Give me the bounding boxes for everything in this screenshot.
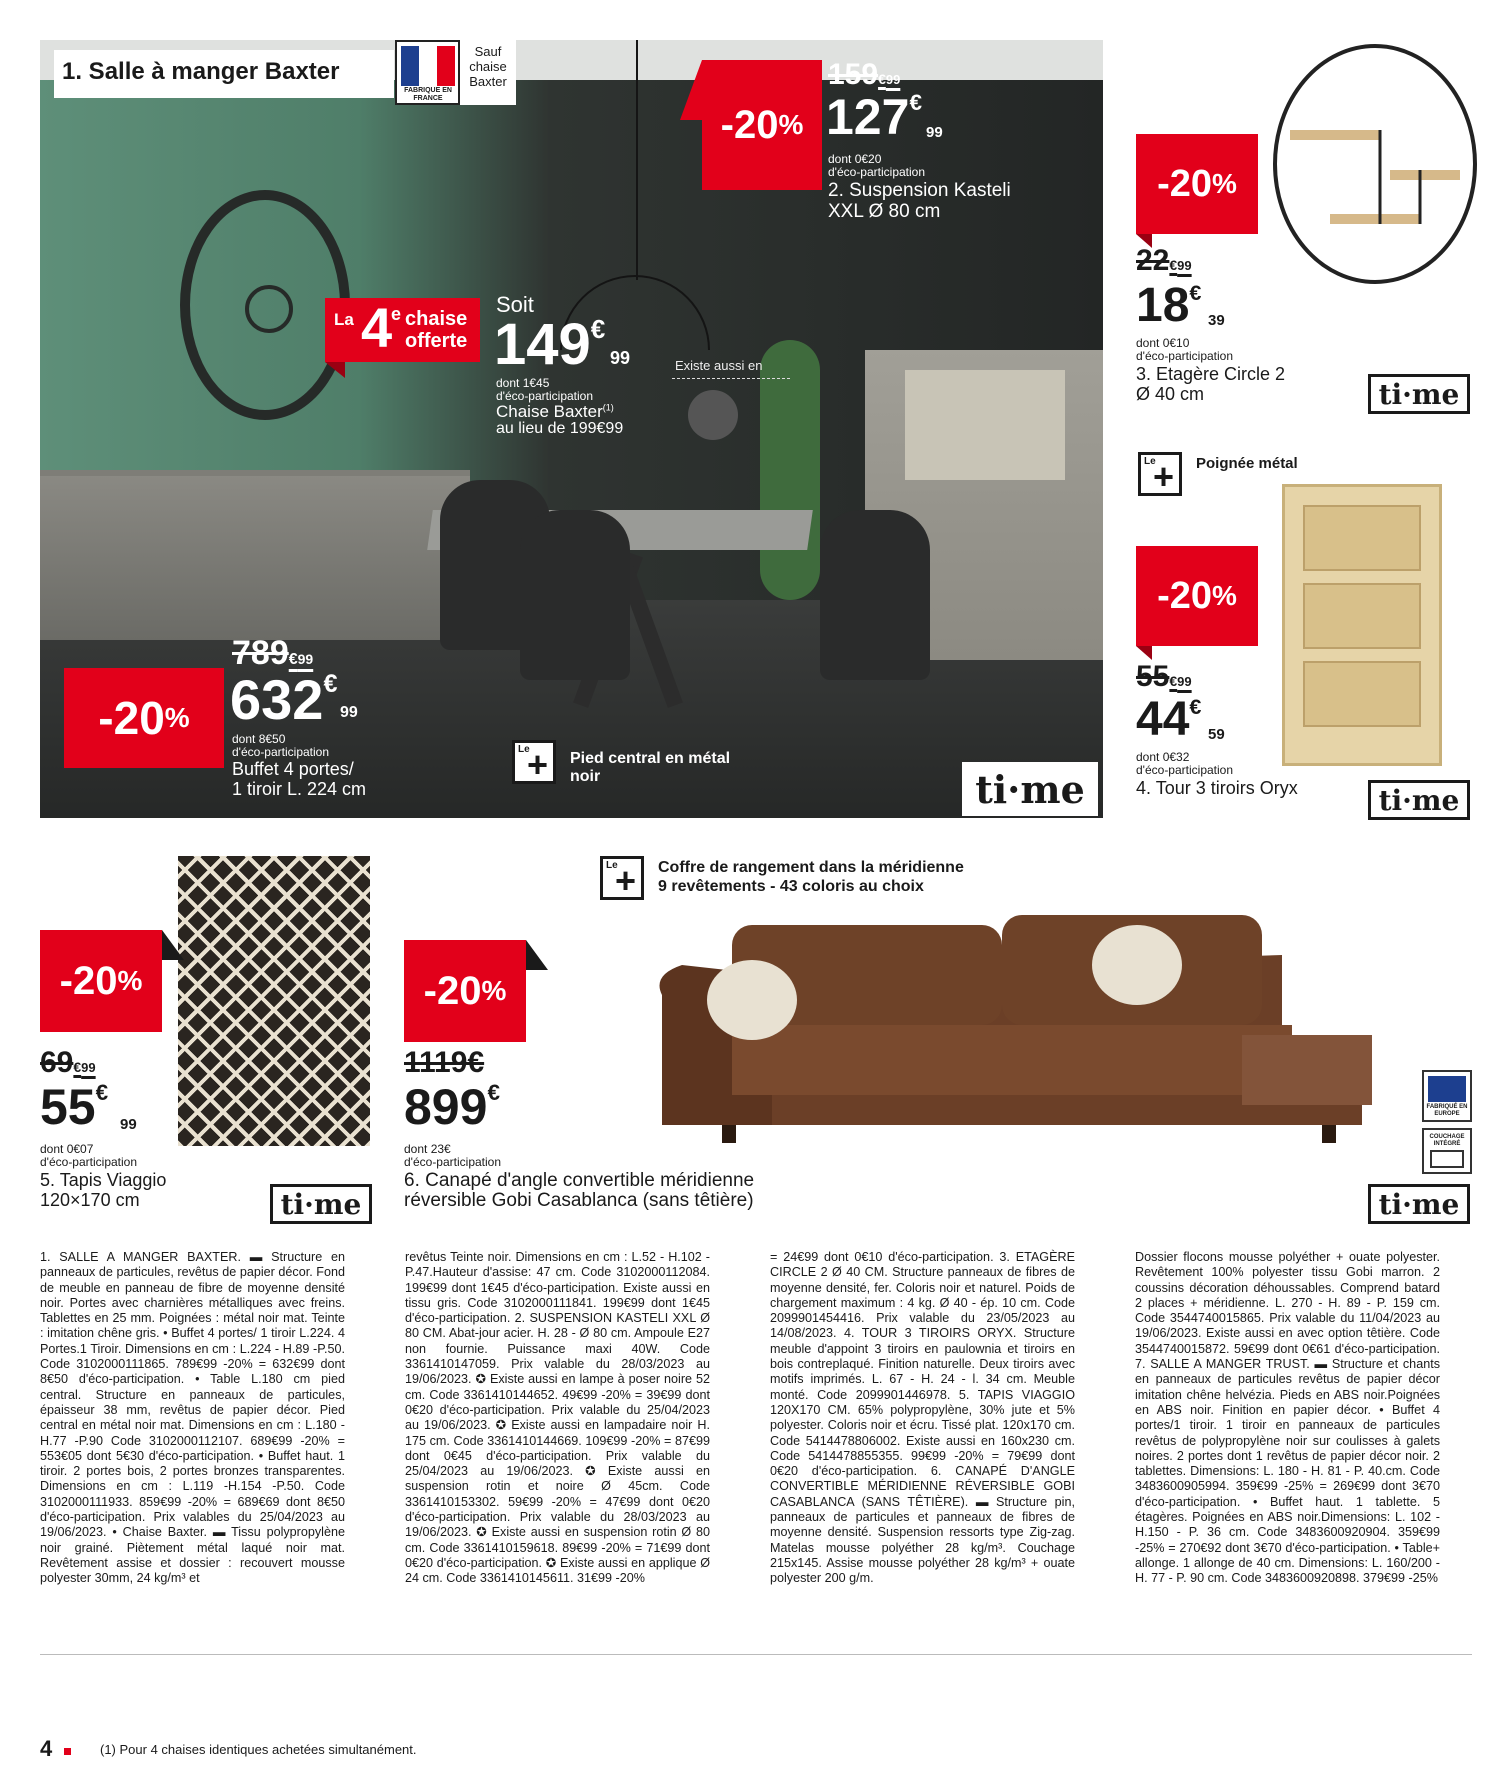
tapis-name2: 120×170 cm xyxy=(40,1190,140,1210)
offer-prefix: La xyxy=(334,310,354,329)
suspension-old-price: 159€99 xyxy=(828,58,901,91)
offer-suffix: e xyxy=(391,304,402,324)
chair-eco2: d'éco-participation xyxy=(496,389,594,403)
canape-features xyxy=(658,858,1078,896)
offer-line2: offerte xyxy=(405,330,468,352)
time-logo: ti·me xyxy=(962,762,1098,816)
chair-image xyxy=(820,510,930,680)
tour-eco2: d'éco-participation xyxy=(1136,763,1234,777)
feature-plus-icon: Le + xyxy=(512,740,556,784)
tapis-discount-badge: -20 % xyxy=(40,930,162,1032)
tour-discount-badge: -20 % xyxy=(1136,546,1258,646)
etagere-price-block xyxy=(1136,244,1336,414)
time-logo: ti·me xyxy=(1368,780,1470,820)
tapis-price: 55€ xyxy=(40,1079,109,1135)
chair-instead-price: au lieu de 199€99 xyxy=(496,420,624,437)
plant-image xyxy=(760,340,820,600)
chair-price-label: Soit xyxy=(496,292,534,317)
tapis-price-cents: 99 xyxy=(120,1116,137,1133)
page-bullet xyxy=(64,1748,71,1755)
canape-price: 899€ xyxy=(404,1079,500,1135)
buffet-discount-badge: -20 % xyxy=(64,668,224,768)
page-number: 4 xyxy=(40,1736,53,1761)
hero-title-box xyxy=(54,50,394,98)
suspension-price: 127€ xyxy=(826,89,922,145)
fabrique-europe-badge xyxy=(1422,1070,1472,1122)
etagere-eco2: d'éco-participation xyxy=(1136,349,1234,363)
buffet-price-block xyxy=(224,632,424,814)
buffet-image xyxy=(40,470,470,640)
chair-image xyxy=(520,510,630,680)
chair-price: 149€ xyxy=(494,312,606,377)
chair-price-cents: 99 xyxy=(610,348,631,368)
existe-divider xyxy=(672,378,790,379)
suspension-name1: 2. Suspension Kasteli xyxy=(828,180,1011,201)
time-logo: ti·me xyxy=(1368,1184,1470,1224)
suspension-price-block xyxy=(822,56,1072,224)
etagere-name2: Ø 40 cm xyxy=(1136,384,1205,404)
flag-blue xyxy=(401,46,419,86)
buffet-price: 632€ xyxy=(230,668,338,731)
etagere-discount-badge: -20 % xyxy=(1136,134,1258,234)
flag-white xyxy=(419,46,437,86)
offer-fold xyxy=(325,362,345,378)
etagere-price-cents: 39 xyxy=(1208,312,1225,329)
eu-flag xyxy=(1428,1076,1466,1102)
tapis-badge-tip xyxy=(162,930,184,960)
body-text-column-2: revêtus Teinte noir. Dimensions en cm : L.52 - H.102 -P.47.Hauteur d'assise: 47 cm. Code 3102000112084. 199€99 dont 1€45 d'éco-participation. Existe aussi en tissu gris. Code 3102000111841. 199€99 dont 1€45 d'éco-participation. 2. SUSPENSION KASTELI XXL Ø 80 CM. Abat-jour acier. H. 28 - Ø 80 cm. Ampoule E27 non fournie. Puissance maxi 40W. Code 3361410147059. Prix valable du 28/03/2023 au 19/06/2023. ✪ Existe aussi en lampe à poser noire 52 cm. Code 3361410144652. 49€99 -20% = 39€99 dont 0€20 d'éco-participation. Prix valable du 25/04/2023 au 19/06/2023. ✪ Existe aussi en lampadaire noir H. 175 cm. Code 3361410144669. 109€99 -20% = 87€99 dont 0€45 d'éco-participation. Prix valable du 25/04/2023 au 19/06/2023. ✪ Existe aussi en suspension rotin et noire Ø 45cm. Code 3361410153302. 59€99 -20% = 47€99 dont 0€20 d'éco-participation. Prix valable du 28/03/2023 au 19/06/2023. ✪ Existe aussi en suspension rotin Ø 80 cm. Code 3361410159618. 89€99 -20% = 71€99 dont 0€20 d'éco-participation. ✪ Existe aussi en applique Ø 24 cm. Code 3361410145611. 31€99 -20% xyxy=(405,1250,710,1586)
bed-icon xyxy=(1430,1150,1464,1168)
pied-central-note: Pied central en métal noir xyxy=(570,750,731,785)
grey-swatch xyxy=(688,390,738,440)
body-text-column-4: Dossier flocons mousse polyéther + ouate polyester. Revêtement 100% polyester tissu Gobi marron. 2 coussins décoration déhoussables. Comprend batard 2 places + méridienne. L. 270 - H. 89 - P. 159 cm. Code 3544740015865. Prix valable du 11/04/2023 au 19/06/2023. Existe aussi en avec option têtière. Code 3544740015872. 59€99 dont 0€61 d'éco-participation. 7. SALLE A MANGER TRUST. ▬ Structure et chants en panneaux de particules revêtus de papier décor imitation chêne helvézia. Pieds en ABS noir.Poignées en ABS noir. Finition en papier décor. • Buffet 4 portes/1 tiroir. 1 tiroir en panneaux de particules revêtus de polypropylène noir sur coulisses à galets noires. 2 portes dont 1 revêtus de papier décor noir. 2 tablettes. Dimensions: L. 180 - H. 81 - P. 40.cm. Code 3483600905994. 359€99 -25% = 269€99 dont 3€70 d'éco-participation. • Buffet haut. 1 tablette. 5 étagères. Poignées en ABS noir.Dimensions: L. 102 - H.150 - P. 36 cm. Code 3483600920904. 359€99 -25% = 270€92 dont 3€70 d'éco-participation. • Table+ allonge. 1 allonge de 40 cm. Dimensions: L. 160/200 - H. 77 - P. 90 cm. Code 3483600920898. 379€99 -25% xyxy=(1135,1250,1440,1586)
canape-badge-tip xyxy=(526,940,548,970)
offer-line1: chaise xyxy=(405,308,468,330)
suspension-eco2: d'éco-participation xyxy=(828,165,926,179)
tour-price-block xyxy=(1136,660,1366,820)
drawer xyxy=(1303,505,1421,571)
tapis-eco2: d'éco-participation xyxy=(40,1155,138,1169)
time-logo: ti·me xyxy=(270,1184,372,1224)
tour-name: 4. Tour 3 tiroirs Oryx xyxy=(1136,778,1298,798)
tapis-old-price: 69€99 xyxy=(40,1046,96,1079)
offer-number: 4 xyxy=(361,296,393,359)
canape-name1: 6. Canapé d'angle convertible méridienne xyxy=(404,1170,755,1191)
buffet-eco: dont 8€50 xyxy=(232,732,286,746)
existe-aussi-label: Existe aussi en xyxy=(675,358,763,373)
tour-old-price: 55€99 xyxy=(1136,660,1192,693)
tapis-price-block xyxy=(40,1046,220,1226)
hero-title: 1. Salle à manger Baxter xyxy=(62,58,340,85)
suspension-name2: XXL Ø 80 cm xyxy=(828,201,941,222)
buffet-old-price: 789€99 xyxy=(232,634,314,672)
lamp-cord xyxy=(636,40,638,280)
chair-name: Chaise Baxter$^{(1)}$ xyxy=(496,402,614,421)
buffet-eco2: d'éco-participation xyxy=(232,745,330,759)
couchage-badge-text: COUCHAGE INTÉGRÉ xyxy=(1429,1134,1465,1147)
canape-feature2: 9 revêtements - 43 coloris au choix xyxy=(658,878,924,895)
suspension-eco: dont 0€20 xyxy=(828,152,882,166)
couchage-badge xyxy=(1422,1128,1472,1174)
suspension-badge-tip xyxy=(680,60,702,120)
body-text-column-3: = 24€99 dont 0€10 d'éco-participation. 3. ETAGÈRE CIRCLE 2 Ø 40 CM. Structure panneaux de fibres de moyenne densité, fer. Coloris noir et naturel. Poids de chargement maximum : 4 kg. Ø 40 - ép. 10 cm. Code 2099901454416. Prix valable du 23/05/2023 au 14/08/2023. 4. TOUR 3 TIROIRS ORYX. Structure meuble d'appoint 3 tiroirs en paulownia et tiroirs en bois contreplaqué. Finition naturelle. Deux tiroirs avec motifs imprimés. L. 67 - H. 24 - l. 34 cm. Meuble monté. Code 2099901446978. 5. TAPIS VIAGGIO 120X170 CM. 65% polypropylène, 30% jute et 5% polyester. Coloris noir et écru. Tissé plat. 120x170 cm. Code 5414478806002. Existe aussi en 160x230 cm. Code 5414478855355. 99€99 -20% = 79€99 dont 0€20 d'éco-participation. 6. CANAPÉ D'ANGLE CONVERTIBLE MÉRIDIENNE RÉVERSIBLE GOBI CASABLANCA (SANS TÊTIÈRE). ▬ Structure pin, panneaux de particules et panneaux de fibres de moyenne densité. Suspension ressorts type Zig-zag. Matelas mousse polyéther 28 kg/m³. Couchage 215x145. Assise mousse polyéther 28 kg/m³ + ouate polyester 200 g/m. xyxy=(770,1250,1075,1586)
tour-feature: Poignée métal xyxy=(1196,455,1298,472)
canape-old-price: 1119€ xyxy=(404,1046,485,1079)
flag-text: FABRIQUE EN FRANCE xyxy=(404,87,452,102)
suspension-discount-badge: -20 % xyxy=(702,60,822,190)
footer-note: (1) Pour 4 chaises identiques achetées simultanément. xyxy=(100,1742,417,1757)
canape-price-block xyxy=(404,1046,844,1226)
body-text-column-1: 1. SALLE A MANGER BAXTER. ▬ Structure en panneaux de particules, revêtus de papier décor. Fond de meuble en panneau de fibre de moyenne densité noir. Portes avec charnières métalliques avec freins. Tablettes en 25 mm. Poignées : métal noir mat. Teinte : imitation chêne gris. • Buffet 4 portes/ 1 tiroir L.224. 4 Portes.1 Tiroir. Dimensions en cm : L.224 - H.89 -P.50. Code 3102000111865. 789€99 -20% = 632€99 dont 8€50 d'éco-participation. • Table L.180 cm pied central. Structure en panneaux de particules, épaisseur 38 mm, revêtus de papier décor. Pied central en métal noir mat. Dimensions en cm : L.180 -H.77 -P.90 Code 3102000112107. 689€99 -20% = 553€05 dont 5€30 d'éco-participation. • Buffet haut. 1 tiroir. 2 portes bois, 2 portes bronzes transparentes. Dimensions en cm : L.119 -H.154 -P.50. Code 3102000111933. 859€99 -20% = 689€69 dont 8€50 d'éco-participation. Prix valables du 25/04/2023 au 19/06/2023. • Chaise Baxter. ▬ Tissu polypropylène noir grainé. Piètement métal laqué noir mat. Revêtement assise et dossier : recouvert mousse polyester 30mm, 24 kg/m³ et xyxy=(40,1250,345,1586)
tour-badge-fold xyxy=(1136,646,1152,660)
fabrique-en-france-badge xyxy=(395,40,460,105)
canape-name2: réversible Gobi Casablanca (sans têtière) xyxy=(404,1190,754,1211)
eu-badge-text: FABRIQUÉ EN EUROPE xyxy=(1426,1104,1468,1117)
feature-plus-icon: Le + xyxy=(600,856,644,900)
suspension-price-cents: 99 xyxy=(926,124,943,141)
tour-price-cents: 59 xyxy=(1208,726,1225,743)
canape-feature1: Coffre de rangement dans la méridienne xyxy=(658,859,964,876)
chair-price-block xyxy=(490,292,680,437)
drawer xyxy=(1303,583,1421,649)
time-logo: ti·me xyxy=(1368,374,1470,414)
chair-eco: dont 1€45 xyxy=(496,376,550,390)
canape-discount-badge: -20 % xyxy=(404,940,526,1042)
chair-offer-badge xyxy=(325,298,480,362)
buffet-name1: Buffet 4 portes/ xyxy=(232,759,354,779)
tapis-eco: dont 0€07 xyxy=(40,1142,94,1156)
tour-eco: dont 0€32 xyxy=(1136,750,1190,764)
etagere-old-price: 22€99 xyxy=(1136,244,1192,277)
footer-divider xyxy=(40,1654,1472,1655)
flag-red xyxy=(437,46,455,86)
etagere-price: 18€ xyxy=(1136,279,1202,332)
etagere-eco: dont 0€10 xyxy=(1136,336,1190,350)
canape-eco2: d'éco-participation xyxy=(404,1155,502,1169)
buffet-price-cents: 99 xyxy=(340,704,358,721)
tour-price: 44€ xyxy=(1136,693,1202,746)
feature-plus-icon: Le + xyxy=(1138,452,1182,496)
buffet-name2: 1 tiroir L. 224 cm xyxy=(232,779,367,799)
sauf-chaise-note: Sauf chaise Baxter xyxy=(460,40,516,105)
canape-eco: dont 23€ xyxy=(404,1142,451,1156)
tapis-name1: 5. Tapis Viaggio xyxy=(40,1170,167,1190)
etagere-name1: 3. Etagère Circle 2 xyxy=(1136,364,1286,384)
